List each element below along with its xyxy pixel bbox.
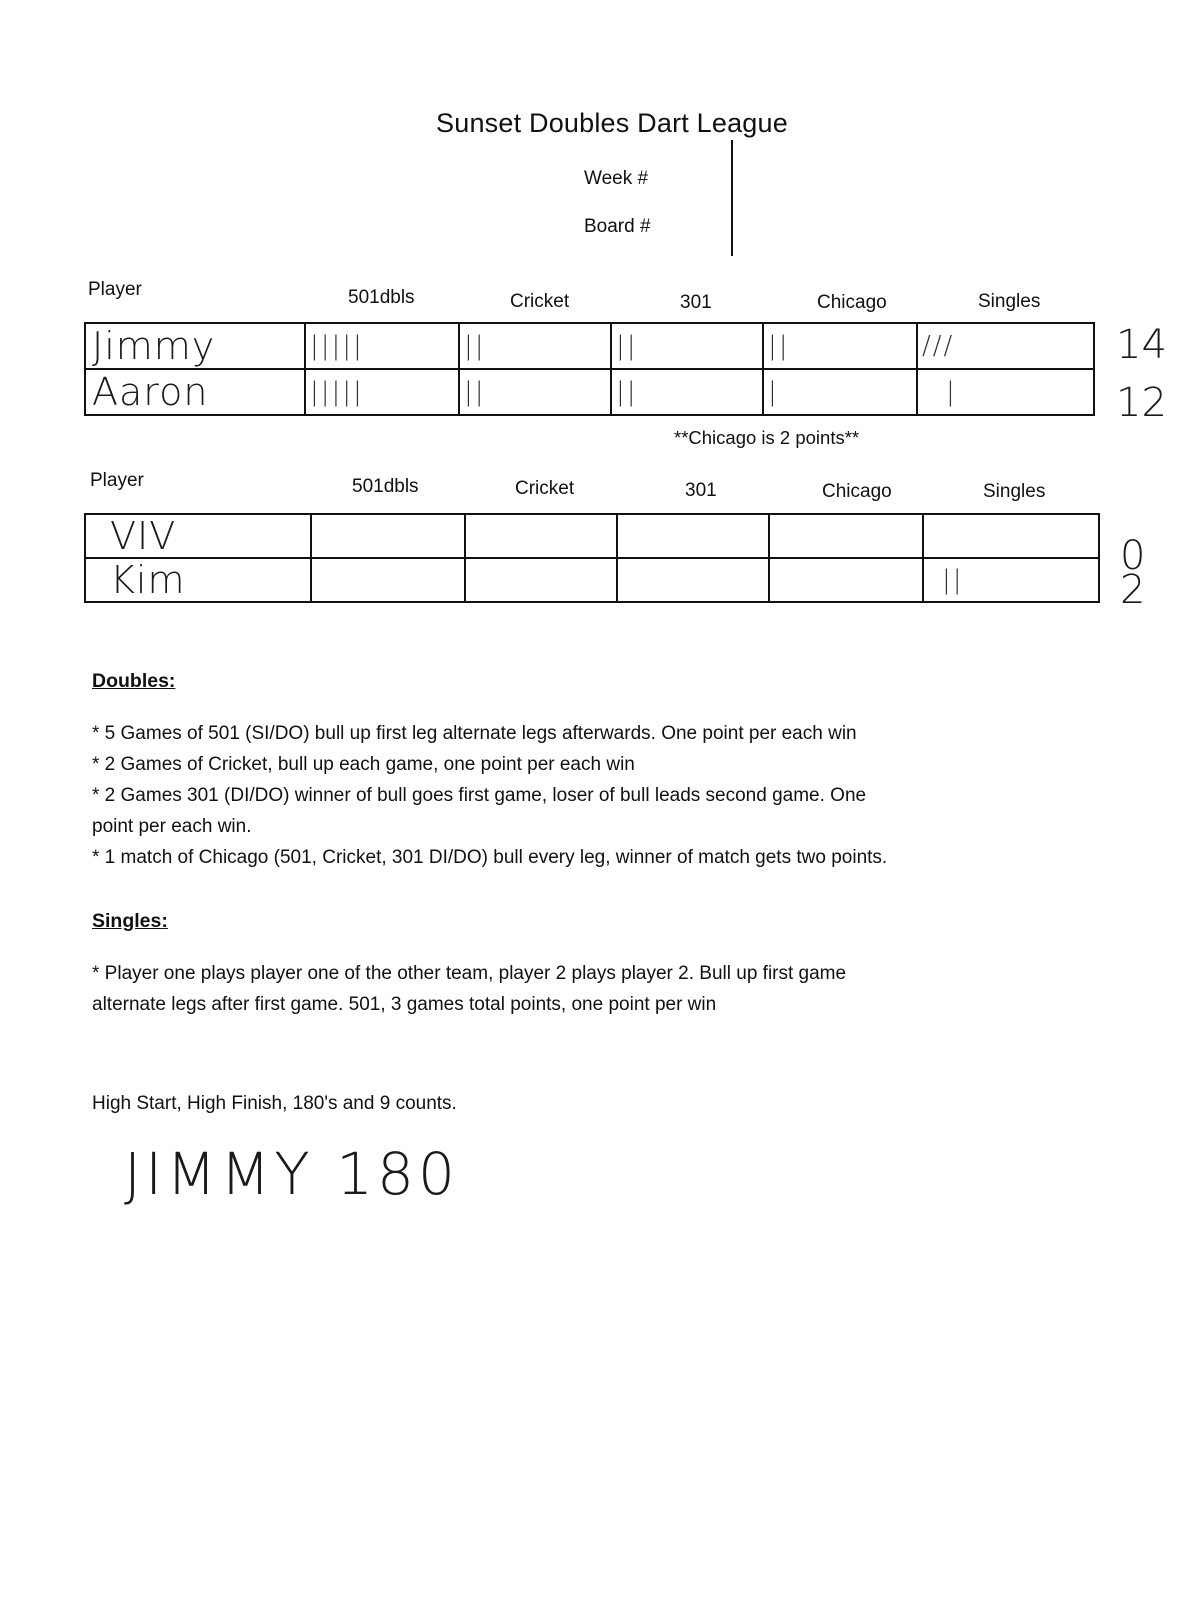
team1-total-2: 12 — [1116, 380, 1167, 426]
player-name: Kim — [110, 558, 186, 602]
table-row — [85, 323, 1094, 369]
team2-501dbls-header: 501dbls — [352, 476, 419, 497]
tally-marks: || — [942, 565, 964, 595]
tally-marks: || — [616, 331, 638, 361]
player-name: Jimmy — [92, 324, 216, 368]
tally-marks: || — [616, 377, 638, 407]
rule-line: * Player one plays player one of the other team, player 2 plays player 2. Bull up first game — [92, 963, 847, 984]
team2-total-2: 2 — [1120, 567, 1146, 613]
tally-marks — [924, 521, 928, 551]
tally-marks: ||||| — [310, 377, 364, 407]
tally-marks — [312, 565, 316, 595]
tally-marks: || — [464, 331, 486, 361]
rule-line: * 2 Games of Cricket, bull up each game, one point per each win — [92, 754, 635, 775]
score-cell[interactable] — [769, 558, 923, 602]
team1-301-header: 301 — [680, 292, 712, 313]
score-cell[interactable] — [763, 323, 917, 369]
tally-marks — [770, 521, 774, 551]
tally-marks — [466, 565, 470, 595]
tally-marks — [618, 565, 622, 595]
rule-line: * 2 Games 301 (DI/DO) winner of bull goes first game, loser of bull leads second game. One — [92, 785, 867, 806]
team1-player-header: Player — [88, 279, 142, 300]
board-label: Board # — [584, 216, 651, 237]
score-cell[interactable] — [611, 323, 763, 369]
rule-line: alternate legs after first game. 501, 3 games total points, one point per win — [92, 994, 717, 1015]
tally-marks: || — [464, 377, 486, 407]
score-cell[interactable] — [465, 558, 617, 602]
handwritten-entry: JIMMY 180 — [124, 1140, 459, 1208]
score-cell[interactable] — [311, 558, 465, 602]
table-row — [85, 514, 1099, 558]
team2-singles-header: Singles — [983, 481, 1046, 502]
tally-marks: /// — [922, 331, 955, 361]
rule-line: * 5 Games of 501 (SI/DO) bull up first leg alternate legs afterwards. One point per each win — [92, 723, 857, 744]
player-name: Aaron — [92, 370, 209, 414]
score-cell[interactable] — [923, 558, 1099, 602]
tally-marks: | — [768, 377, 779, 407]
high-counts-note: High Start, High Finish, 180's and 9 counts. — [92, 1093, 457, 1114]
score-cell[interactable] — [769, 514, 923, 558]
team2-total-1: 0 — [1120, 533, 1146, 579]
rule-line: point per each win. — [92, 816, 252, 837]
player-name-cell[interactable] — [85, 323, 305, 369]
tally-marks: || — [768, 331, 790, 361]
score-cell[interactable] — [923, 514, 1099, 558]
team1-singles-header: Singles — [978, 291, 1041, 312]
doubles-heading: Doubles: — [92, 670, 176, 692]
chicago-note: **Chicago is 2 points** — [674, 427, 860, 448]
score-cell[interactable] — [917, 369, 1094, 415]
handwritten-week-mark — [731, 140, 733, 256]
score-cell[interactable] — [305, 369, 459, 415]
player-name-cell[interactable] — [85, 369, 305, 415]
team1-501dbls-header: 501dbls — [348, 287, 415, 308]
page-title: Sunset Doubles Dart League — [436, 108, 788, 138]
score-cell[interactable] — [459, 369, 611, 415]
score-cell[interactable] — [465, 514, 617, 558]
team2-score-table — [84, 513, 1100, 603]
team1-cricket-header: Cricket — [510, 291, 570, 312]
week-label: Week # — [584, 168, 649, 189]
tally-marks — [618, 521, 622, 551]
table-row — [85, 558, 1099, 602]
tally-marks — [312, 521, 316, 551]
score-cell[interactable] — [763, 369, 917, 415]
score-cell[interactable] — [617, 558, 769, 602]
player-name: VIV — [110, 514, 177, 558]
table-row — [85, 369, 1094, 415]
doubles-rules — [92, 718, 1152, 873]
score-cell[interactable] — [617, 514, 769, 558]
team2-player-header: Player — [90, 470, 144, 491]
tally-marks: | — [946, 377, 957, 407]
team1-total-1: 14 — [1116, 322, 1167, 368]
score-cell[interactable] — [305, 323, 459, 369]
team1-score-table — [84, 322, 1095, 416]
player-name-cell[interactable] — [85, 558, 311, 602]
tally-marks — [466, 521, 470, 551]
team1-chicago-header: Chicago — [817, 292, 887, 313]
score-cell[interactable] — [459, 323, 611, 369]
score-cell[interactable] — [611, 369, 763, 415]
singles-rules — [92, 958, 1152, 1020]
player-name-cell[interactable] — [85, 514, 311, 558]
team2-301-header: 301 — [685, 480, 717, 501]
team2-chicago-header: Chicago — [822, 481, 892, 502]
score-cell[interactable] — [311, 514, 465, 558]
tally-marks: ||||| — [310, 331, 364, 361]
tally-marks — [770, 565, 774, 595]
singles-heading: Singles: — [92, 910, 168, 932]
score-cell[interactable] — [917, 323, 1094, 369]
team2-cricket-header: Cricket — [515, 478, 575, 499]
rule-line: * 1 match of Chicago (501, Cricket, 301 DI/DO) bull every leg, winner of match gets two points. — [92, 847, 888, 868]
